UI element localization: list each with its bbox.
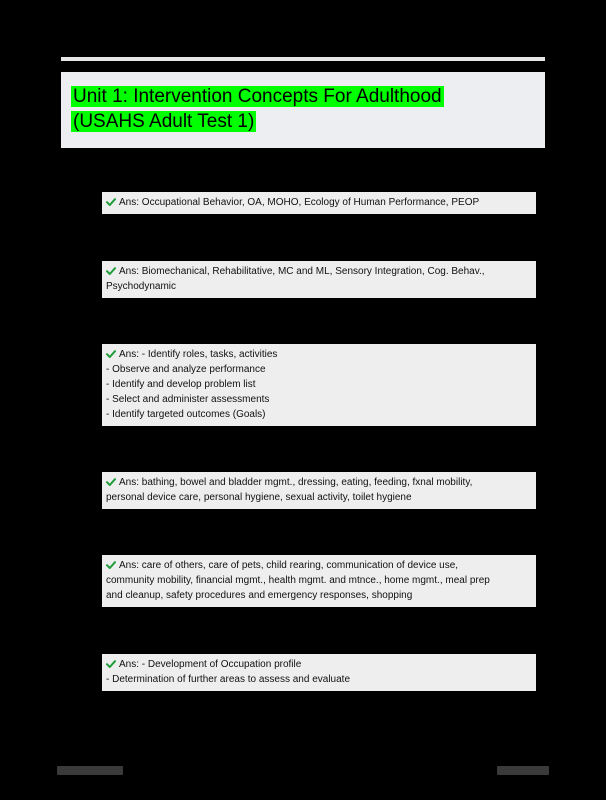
checkmark-icon: [106, 561, 116, 569]
answer-line: Psychodynamic: [106, 281, 177, 292]
answer-box-1: [102, 192, 536, 214]
title-box: [61, 72, 545, 148]
answer-line: Ans: Occupational Behavior, OA, MOHO, Ecology of Human Performance, PEOP: [106, 195, 532, 210]
answer-line: Ans: Biomechanical, Rehabilitative, MC and ML, Sensory Integration, Cog. Behav.,: [106, 264, 532, 279]
answer-box-3: [102, 344, 536, 426]
checkmark-icon: [106, 198, 116, 206]
answer-line: - Identify and develop problem list: [106, 379, 256, 390]
answer-line: - Identify targeted outcomes (Goals): [106, 409, 266, 420]
title-line-1: Unit 1: Intervention Concepts For Adulthood: [73, 86, 442, 107]
answer-line: Ans: bathing, bowel and bladder mgmt., dressing, eating, feeding, fxnal mobility,: [106, 475, 532, 490]
answer-line: personal device care, personal hygiene, sexual activity, toilet hygiene: [106, 492, 412, 503]
footer-page-number-blurred: [497, 766, 549, 775]
top-divider: [61, 57, 545, 61]
answer-line: community mobility, financial mgmt., health mgmt. and mtnce., home mgmt., meal prep: [106, 575, 490, 586]
page-title: [71, 84, 535, 134]
answer-line: - Determination of further areas to assess and evaluate: [106, 674, 351, 685]
answer-box-6: [102, 654, 536, 691]
answer-line: Ans: care of others, care of pets, child rearing, communication of device use,: [106, 558, 532, 573]
title-line-2: (USAHS Adult Test 1): [73, 111, 255, 132]
answer-line: Ans: - Development of Occupation profile: [106, 657, 532, 672]
answer-box-5: [102, 555, 536, 607]
answer-line: and cleanup, safety procedures and emergency responses, shopping: [106, 590, 413, 601]
answer-line: - Observe and analyze performance: [106, 364, 266, 375]
checkmark-icon: [106, 267, 116, 275]
checkmark-icon: [106, 478, 116, 486]
checkmark-icon: [106, 350, 116, 358]
answer-line: Ans: - Identify roles, tasks, activities: [106, 347, 532, 362]
checkmark-icon: [106, 660, 116, 668]
answer-line: - Select and administer assessments: [106, 394, 270, 405]
answer-box-2: [102, 261, 536, 298]
footer-watermark-left: [57, 766, 123, 775]
answer-box-4: [102, 472, 536, 509]
